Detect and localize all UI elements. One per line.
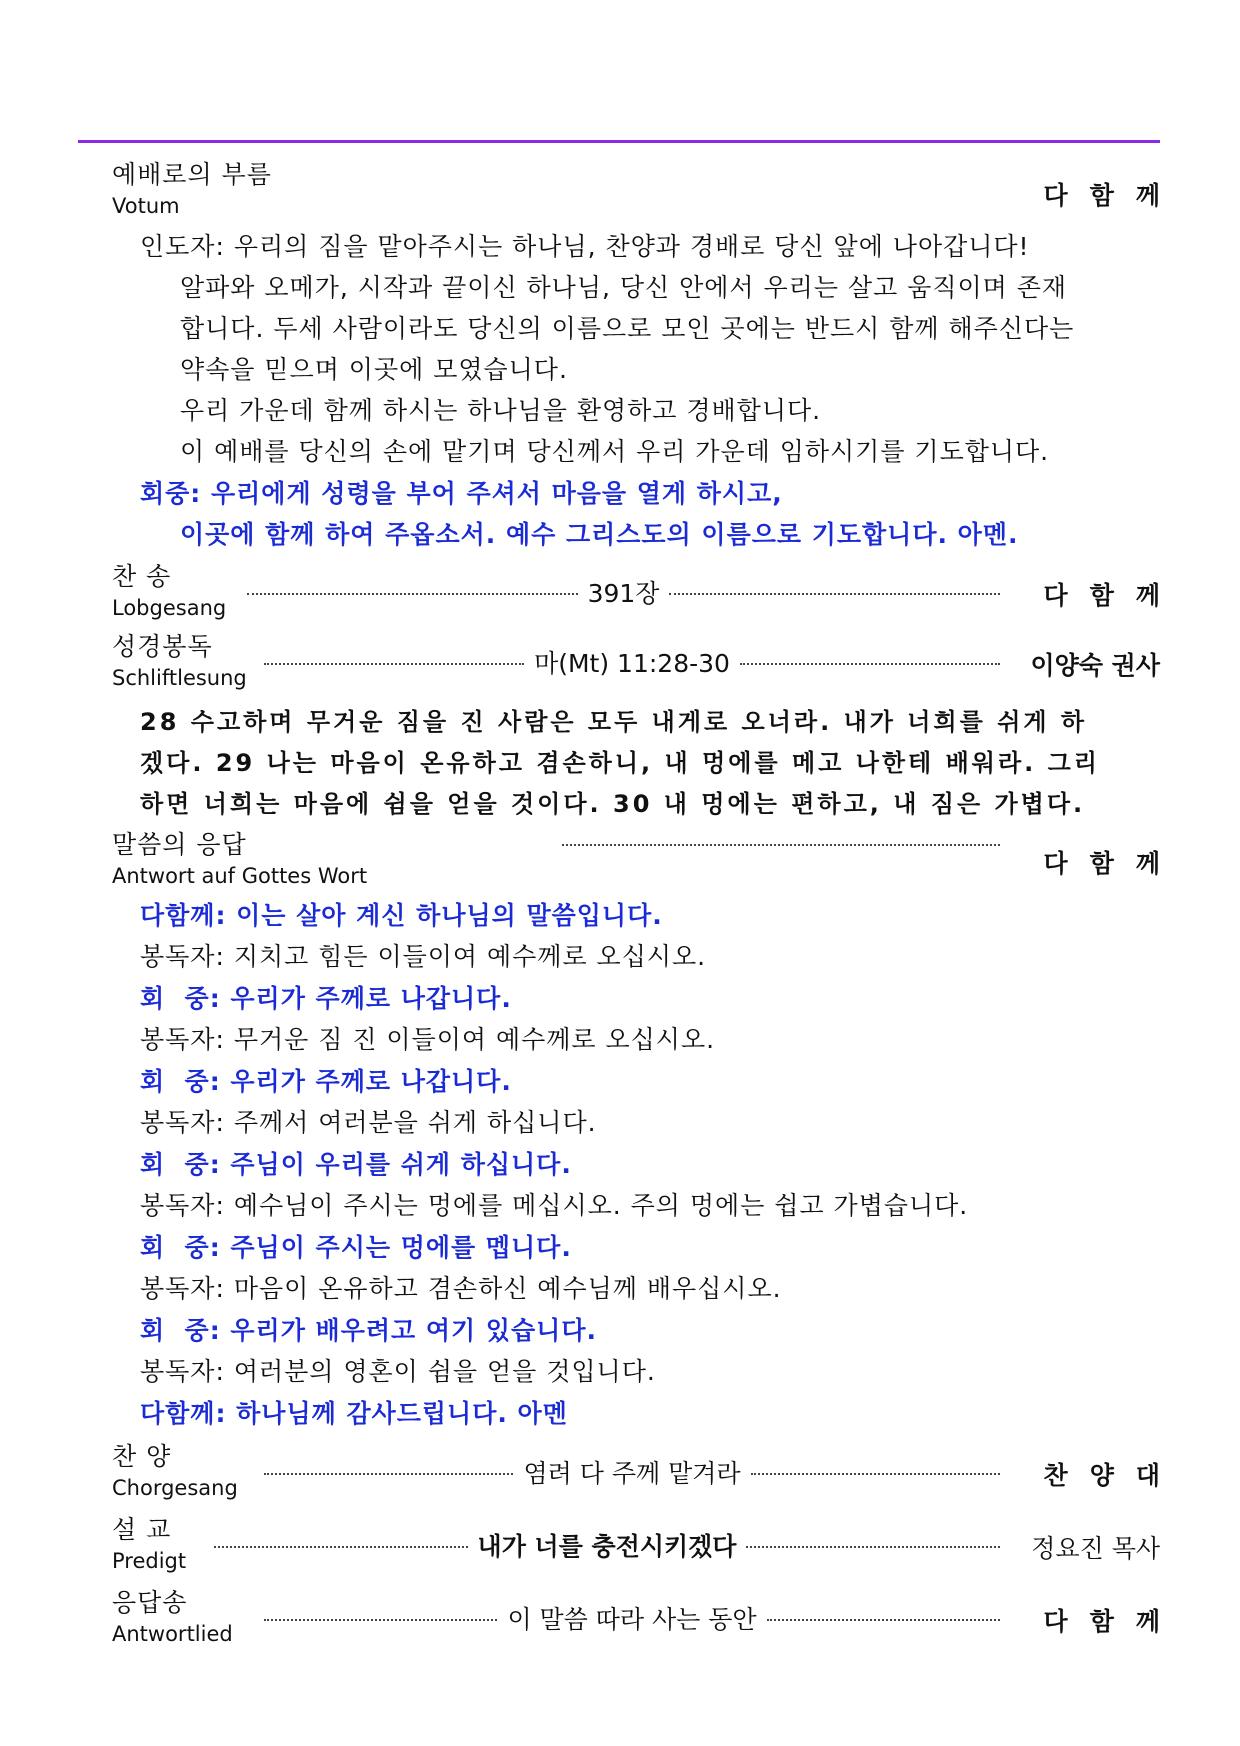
dots: [669, 593, 1000, 595]
dots: [247, 593, 578, 595]
dots: [264, 663, 524, 665]
section-subtitle: Antwort auf Gottes Wort: [112, 864, 368, 888]
section-title: 성경봉독: [112, 632, 213, 661]
response-line: 회중: 우리에게 성령을 부어 주셔서 마음을 열게 하시고,: [140, 479, 783, 508]
item-detail: 염려 다 주께 맡겨라: [523, 1459, 741, 1488]
section-chorgesang: [112, 1442, 1182, 1502]
section-subtitle: Lobgesang: [112, 596, 227, 620]
response-line: 다함께: 이는 살아 계신 하나님의 말씀입니다.: [140, 901, 663, 930]
section-title: 찬 양: [112, 1442, 172, 1471]
dots: [746, 1546, 1000, 1548]
leader-line: [552, 842, 1010, 844]
top-divider: [78, 140, 1160, 143]
section-subtitle: Predigt: [112, 1549, 187, 1573]
leader-line: [254, 1600, 1010, 1636]
response-line: 봉독자: 예수님이 주시는 멍에를 메십시오. 주의 멍에는 쉽고 가볍습니다.: [140, 1191, 969, 1220]
response-line: 이곳에 함께 하여 주옵소서. 예수 그리스도의 이름으로 기도합니다. 아멘.: [180, 520, 1019, 549]
text-line: 이 예배를 당신의 손에 맡기며 당신께서 우리 가운데 임하시기를 기도합니다.: [180, 437, 1050, 466]
text-line: 알파와 오메가, 시작과 끝이신 하나님, 당신 안에서 우리는 살고 움직이며 존재: [180, 273, 1068, 302]
scripture-line: 겠다. 29 나는 마음이 온유하고 겸손하니, 내 멍에를 메고 나한테 배워라. 그리: [140, 749, 1100, 777]
section-title: 말씀의 응답: [112, 830, 247, 859]
dots: [264, 1473, 513, 1475]
item-detail: 이 말씀 따라 사는 동안: [507, 1605, 757, 1634]
section-title: 예배로의 부름: [112, 160, 272, 189]
dots: [214, 1546, 468, 1548]
section-votum: [112, 160, 1182, 220]
performer: 다함께: [1043, 849, 1182, 878]
performer: 이양숙 권사: [1030, 651, 1160, 680]
item-detail: 마(Mt) 11:28-30: [534, 649, 730, 678]
response-line: 다함께: 하나님께 감사드립니다. 아멘: [140, 1399, 568, 1428]
section-subtitle: Antwortlied: [112, 1622, 233, 1646]
performer: 다함께: [1043, 581, 1182, 610]
section-lesung: [112, 632, 1160, 692]
dots: [767, 1619, 1000, 1621]
item-detail: 391장: [587, 579, 660, 608]
performer: 찬양대: [1043, 1461, 1182, 1490]
performer: 다함께: [1043, 1607, 1182, 1636]
section-subtitle: Schliftlesung: [112, 666, 247, 690]
section-predigt: [112, 1515, 1160, 1575]
response-line: 봉독자: 여러분의 영혼이 쉼을 얻을 것입니다.: [140, 1357, 656, 1386]
text-line: 합니다. 두세 사람이라도 당신의 이름으로 모인 곳에는 반드시 함께 해주신다는: [180, 314, 1075, 343]
leader-line: [204, 1527, 1010, 1563]
response-line: 회 중: 우리가 배우려고 여기 있습니다.: [140, 1316, 597, 1345]
section-antwort: [112, 830, 1182, 890]
section-title: 응답송: [112, 1588, 188, 1617]
dots: [562, 844, 1000, 846]
response-line: 봉독자: 지치고 힘든 이들이여 예수께로 오십시오.: [140, 942, 707, 971]
section-subtitle: Votum: [112, 194, 180, 218]
response-line: 봉독자: 무거운 짐 진 이들이여 예수께로 오십시오.: [140, 1025, 716, 1054]
section-title: 설 교: [112, 1515, 172, 1544]
performer: 다함께: [1043, 181, 1182, 210]
response-line: 회 중: 우리가 주께로 나갑니다.: [140, 984, 512, 1013]
dots: [740, 663, 1000, 665]
text-line: 우리 가운데 함께 하시는 하나님을 환영하고 경배합니다.: [180, 396, 822, 425]
dots: [264, 1619, 497, 1621]
response-line: 회 중: 주님이 주시는 멍에를 멥니다.: [140, 1233, 572, 1262]
text-line: 약속을 믿으며 이곳에 모였습니다.: [180, 355, 568, 384]
dots: [751, 1473, 1000, 1475]
leader-line: [254, 644, 1010, 680]
section-antwortlied: [112, 1588, 1182, 1648]
scripture-line: 28 수고하며 무거운 짐을 진 사람은 모두 내게로 오너라. 내가 너희를 쉬게 하: [140, 708, 1088, 736]
text-line: 인도자: 우리의 짐을 맡아주시는 하나님, 찬양과 경배로 당신 앞에 나아갑니다!: [140, 232, 1030, 261]
response-line: 봉독자: 마음이 온유하고 겸손하신 예수님께 배우십시오.: [140, 1274, 782, 1303]
leader-line: [254, 1454, 1010, 1490]
performer: 정요진 목사: [1031, 1534, 1160, 1563]
sermon-title: 내가 너를 충전시키겠다: [477, 1532, 737, 1561]
response-line: 회 중: 우리가 주께로 나갑니다.: [140, 1067, 512, 1096]
leader-line: [237, 574, 1010, 610]
response-line: 봉독자: 주께서 여러분을 쉬게 하십니다.: [140, 1108, 597, 1137]
scripture-line: 하면 너희는 마음에 쉼을 얻을 것이다. 30 내 멍에는 편하고, 내 짐은 가볍다.: [140, 790, 1086, 818]
response-line: 회 중: 주님이 우리를 쉬게 하십니다.: [140, 1150, 572, 1179]
section-lobgesang: [112, 562, 1182, 622]
section-title: 찬 송: [112, 562, 172, 591]
section-subtitle: Chorgesang: [112, 1476, 238, 1500]
